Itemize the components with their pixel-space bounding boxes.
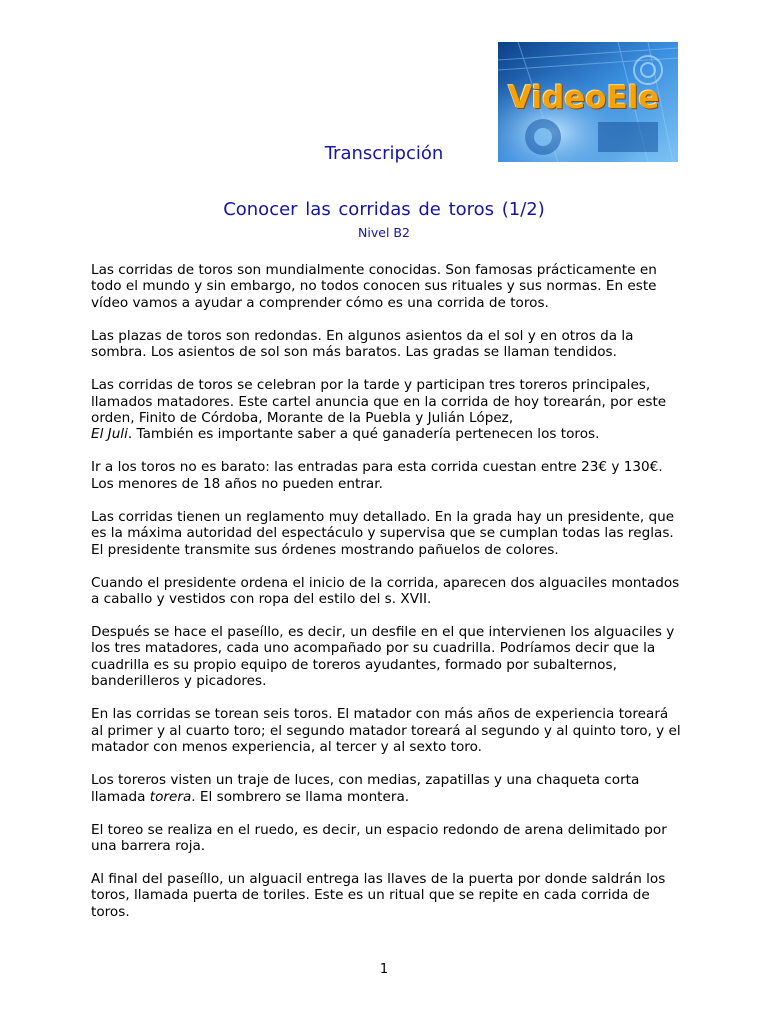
italic-term: torera — [149, 788, 192, 805]
paragraph — [91, 772, 681, 805]
paragraph: Las plazas de toros son redondas. En algunos asientos da el sol y en otros da la sombra. Los asientos de sol son más baratos. Las gradas se llaman tendidos. — [91, 327, 634, 361]
level-label: Nivel B2 — [358, 225, 410, 240]
paragraph: El toreo se realiza en el ruedo, es decir, un espacio redondo de arena delimitado por una barrera roja. — [91, 821, 667, 854]
paragraph-text: . También es importante saber a qué ganadería pertenecen los toros. — [127, 426, 600, 443]
paragraph: Al final del paseíllo, un alguacil entrega las llaves de la puerta por donde saldrán los toros, llamada puerta de toriles. Este es un ritual que se repite en cada corrida de toros. — [91, 870, 666, 920]
paragraph-text: . El sombrero se llama montera. — [191, 788, 410, 805]
paragraph: Después se hace el paseíllo, es decir, un desfile en el que intervienen los alguaciles y los tres matadores, cada uno acompañado por su cuadrilla. Podríamos decir que la cuadrilla es su propio equipo de toreros ayudantes, formado por subalternos, banderilleros y picadores. — [91, 624, 675, 690]
paragraph-text: Los toreros visten un traje de luces, con medias, zapatillas y una chaqueta corta llamada — [91, 772, 640, 805]
paragraph-text: Las corridas de toros se celebran por la tarde y participan tres toreros principales, llamados matadores. Este cartel anuncia que en la corrida de hoy torearán, por este orden, Finito de Córdoba, Morante de la Puebla y Julián López, — [91, 377, 667, 427]
paragraph: En las corridas se torean seis toros. El matador con más años de experiencia toreará al primer y al cuarto toro; el segundo matador toreará al segundo y al quinto toro, y el matador con menos experiencia, al tercer y al sexto toro. — [91, 706, 681, 756]
paragraph: Las corridas de toros son mundialmente conocidas. Son famosas prácticamente en todo el mundo y sin embargo, no todos conocen sus rituales y sus normas. En este vídeo vamos a ayudar a comprender cómo es una corrida de toros. — [91, 262, 657, 311]
paragraph: Las corridas tienen un reglamento muy detallado. En la grada hay un presidente, que es la máxima autoridad del espectáculo y supervisa que se cumplan todas las reglas. El presidente transmite sus órdenes mostrando pañuelos de colores. — [91, 508, 675, 558]
transcript-body — [91, 262, 681, 937]
page-number: 1 — [379, 962, 389, 977]
logo-text: VideoEle — [508, 80, 660, 116]
page-subtitle: Conocer las corridas de toros (1/2) — [223, 199, 545, 220]
paragraph: Ir a los toros no es barato: las entradas para esta corrida cuestan entre 23€ y 130€. Los menores de 18 años no pueden entrar. — [91, 459, 663, 492]
paragraph — [91, 377, 681, 443]
italic-name: El Juli — [91, 426, 128, 443]
page-title: Transcripción — [324, 143, 444, 164]
paragraph: Cuando el presidente ordena el inicio de la corrida, aparecen dos alguaciles montados a caballo y vestidos con ropa del estilo del s. XVII. — [91, 574, 680, 608]
